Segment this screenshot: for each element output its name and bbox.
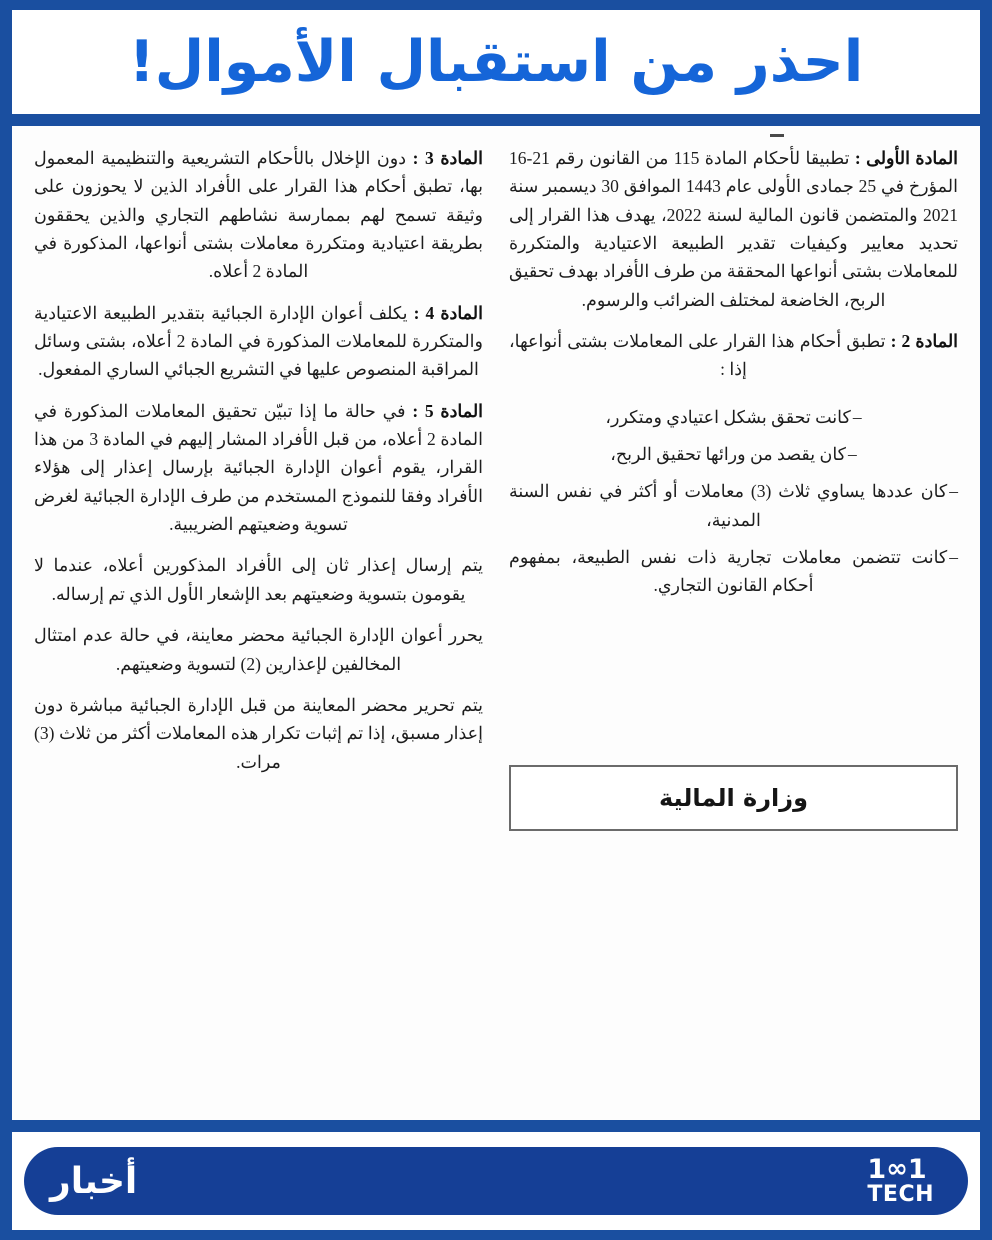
bullet-dash-icon: –: [949, 547, 958, 568]
column-left: [34, 144, 483, 1110]
article-2-conditions: [509, 403, 958, 609]
article-5-body: في حالة ما إذا تبيّن تحقيق المعاملات المذكورة في المادة 2 أعلاه، من قبل الأفراد المشار إليهم في المادة 3 من هذا القرار، يقوم أعوان الإدارة الجبائية بإرسال إعذار إلى هؤلاء الأفراد وفقا للنموذج المستخدم من طرف الإدارة الجبائية لغرض تسوية وضعيتهم الضريبية.: [34, 400, 483, 535]
brand-wordmark: [867, 1153, 926, 1185]
list-item: [509, 477, 958, 534]
list-item: [509, 543, 958, 600]
article-5: [34, 397, 483, 539]
bullet-dash-icon: –: [852, 406, 862, 427]
article-2: [509, 327, 958, 384]
article-1: [509, 144, 958, 314]
article-1-label: المادة الأولى :: [854, 148, 959, 168]
article-4-body: يكلف أعوان الإدارة الجبائية بتقدير الطبيعة الاعتيادية والمتكررة للمعاملات المذكورة في المادة 2 أعلاه، بشتى وسائل المراقبة المنصوص عليها في التشريع الجبائي الساري المفعول.: [34, 302, 483, 380]
top-divider: [12, 114, 980, 126]
condition-text: كانت تتضمن معاملات تجارية ذات نفس الطبيعة، بمفهوم أحكام القانون التجاري.: [509, 547, 948, 596]
article-3: [34, 144, 483, 286]
article-3-body: دون الإخلال بالأحكام التشريعية والتنظيمية المعمول بها، تطبق أحكام هذا القرار على الأفراد الذين لا يحوزون على وثيقة تسمح لهم بممارسة نشاطهم التجاري والذين يحققون بطريقة اعتيادية ومتكررة معاملات بشتى أنواعها، المذكورة في المادة 2 أعلاه.: [34, 148, 483, 282]
condition-text: كان عددها يساوي ثلاث (3) معاملات أو أكثر في نفس السنة المدنية،: [509, 481, 948, 530]
article-5-label: المادة 5 :: [412, 400, 484, 421]
brand-digit-right: 1: [907, 1153, 926, 1185]
article-2-label: المادة 2 :: [890, 331, 959, 352]
article-4-label: المادة 4 :: [413, 302, 483, 323]
column-right: [509, 144, 958, 1110]
condition-text: كان يقصد من ورائها تحقيق الربح،: [610, 444, 846, 465]
footer-pill: [24, 1147, 968, 1215]
document-body: [12, 126, 980, 1120]
footer-news-label: أخبار: [50, 1160, 138, 1202]
article-3-label: المادة 3 :: [412, 148, 483, 168]
bullet-dash-icon: –: [848, 444, 857, 465]
paragraph-1: يتم إرسال إعذار ثان إلى الأفراد المذكورين أعلاه، عندما لا يقومون بتسوية وضعيتهم بعد الإشعار الأول الذي تم إرساله.: [34, 555, 483, 604]
ministry-label: وزارة المالية: [659, 783, 809, 812]
stray-mark: [770, 134, 784, 137]
article-1-body: تطبيقا لأحكام المادة 115 من القانون رقم 21-16 المؤرخ في 25 جمادى الأولى عام 1443 الموافق 30 ديسمبر سنة 2021 والمتضمن قانون المالية لسنة 2022، يهدف هذا القرار إلى تحديد معايير وكيفيات تقدير الطبيعة الاعتيادية والمتكررة للمعاملات بشتى أنواعها المحققة من طرف الأفراد بهدف تحقيق الربح، الخاضعة لمختلف الضرائب والرسوم.: [509, 148, 958, 310]
bottom-divider: [12, 1120, 980, 1132]
list-item: [509, 440, 958, 468]
brand-tech-label: TECH: [867, 1181, 934, 1207]
page-title: احذر من استقبال الأموال!: [128, 28, 864, 95]
bullet-dash-icon: –: [949, 481, 958, 502]
footer-band: [12, 1132, 980, 1230]
title-band: [12, 10, 980, 114]
article-2-body: تطبق أحكام هذا القرار على المعاملات بشتى أنواعها، إذا :: [509, 331, 886, 380]
paragraph-3: يتم تحرير محضر المعاينة من قبل الإدارة الجبائية مباشرة دون إعذار مسبق، إذا تم إثبات تكرار هذه المعاملات أكثر من ثلاث (3) مرات.: [34, 694, 483, 772]
article-4: [34, 299, 483, 384]
list-item: [509, 403, 958, 431]
brand-logo[interactable]: [867, 1153, 934, 1207]
infinity-icon: ∞: [886, 1153, 907, 1184]
ministry-box: [509, 765, 958, 831]
condition-text: كانت تحقق بشكل اعتيادي ومتكرر،: [605, 406, 851, 427]
paragraph-2: يحرر أعوان الإدارة الجبائية محضر معاينة، في حالة عدم امتثال المخالفين لإعذارين (2) لتسوية وضعيتهم.: [34, 625, 483, 674]
brand-digit-left: 1: [867, 1153, 886, 1185]
